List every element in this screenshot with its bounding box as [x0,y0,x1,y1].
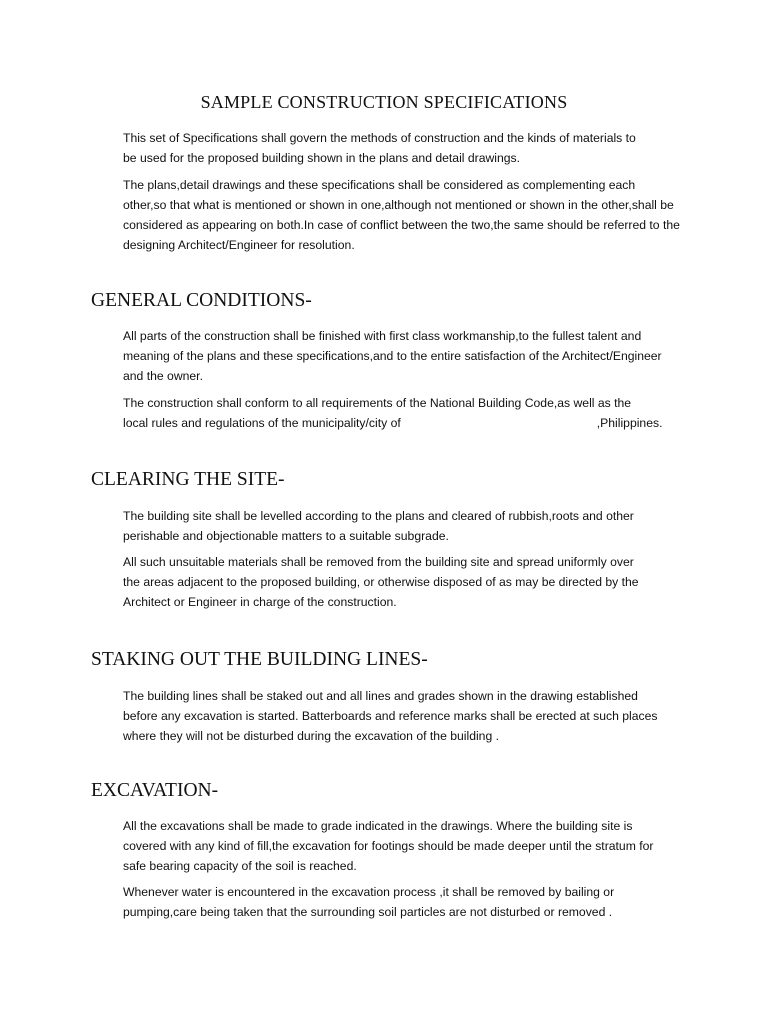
section-heading-staking-out: STAKING OUT THE BUILDING LINES- [91,649,428,670]
paragraph-line: meaning of the plans and these specifications,and to the entire satisfaction of the Architect/Engineer [123,349,662,363]
clearing-paragraph-2 [91,552,691,612]
clearing-paragraph-1 [91,506,691,546]
paragraph-line: The construction shall conform to all requirements of the National Building Code,as well as the [123,396,632,410]
paragraph-line: All such unsuitable materials shall be removed from the building site and spread uniformly over [123,555,634,569]
city-label-text: local rules and regulations of the municipality/city of [123,416,401,430]
intro-paragraph-1 [91,128,691,168]
paragraph-line: before any excavation is started. Batterboards and reference marks shall be erected at such places [123,709,658,723]
paragraph-line: the areas adjacent to the proposed building, or otherwise disposed of as may be directed by the [123,575,639,589]
paragraph-line: pumping,care being taken that the surrounding soil particles are not disturbed or removed . [123,905,613,919]
paragraph-line: The plans,detail drawings and these specifications shall be considered as complementing each [123,178,636,192]
paragraph-line: All parts of the construction shall be finished with first class workmanship,to the fullest talent and [123,329,642,343]
document-title: SAMPLE CONSTRUCTION SPECIFICATIONS [200,92,568,112]
excavation-paragraph-1 [91,816,691,876]
paragraph-line: and the owner. [123,369,203,383]
section-heading-clearing-site: CLEARING THE SITE- [91,469,285,490]
paragraph-line: The building lines shall be staked out and all lines and grades shown in the drawing established [123,689,638,703]
paragraph-line-with-blank [91,413,691,433]
paragraph-line: considered as appearing on both.In case of conflict between the two,the same should be referred to the [123,218,680,232]
staking-paragraph-1 [91,686,691,746]
excavation-paragraph-2 [91,882,691,922]
country-suffix-text: ,Philippines. [596,416,663,430]
paragraph-line: All the excavations shall be made to grade indicated in the drawings. Where the building site is [123,819,633,833]
paragraph-line: perishable and objectionable matters to a suitable subgrade. [123,529,449,543]
general-conditions-paragraph-2 [91,393,691,433]
paragraph-line: designing Architect/Engineer for resolution. [123,238,355,252]
section-heading-general-conditions: GENERAL CONDITIONS- [91,290,312,311]
section-heading-excavation: EXCAVATION- [91,780,219,801]
paragraph-line: other,so that what is mentioned or shown in one,although not mentioned or shown in the other,shall be [123,198,674,212]
paragraph-line: This set of Specifications shall govern the methods of construction and the kinds of materials to [123,131,636,145]
intro-paragraph-2 [91,175,691,255]
paragraph-line: safe bearing capacity of the soil is reached. [123,859,357,873]
paragraph-line: Architect or Engineer in charge of the construction. [123,595,397,609]
paragraph-line: covered with any kind of fill,the excavation for footings should be made deeper until the stratum for [123,839,654,853]
paragraph-line: be used for the proposed building shown in the plans and detail drawings. [123,151,521,165]
paragraph-line: Whenever water is encountered in the excavation process ,it shall be removed by bailing or [123,885,615,899]
general-conditions-paragraph-1 [91,326,691,386]
paragraph-line: The building site shall be levelled according to the plans and cleared of rubbish,roots and other [123,509,634,523]
paragraph-line: where they will not be disturbed during the excavation of the building . [123,729,500,743]
